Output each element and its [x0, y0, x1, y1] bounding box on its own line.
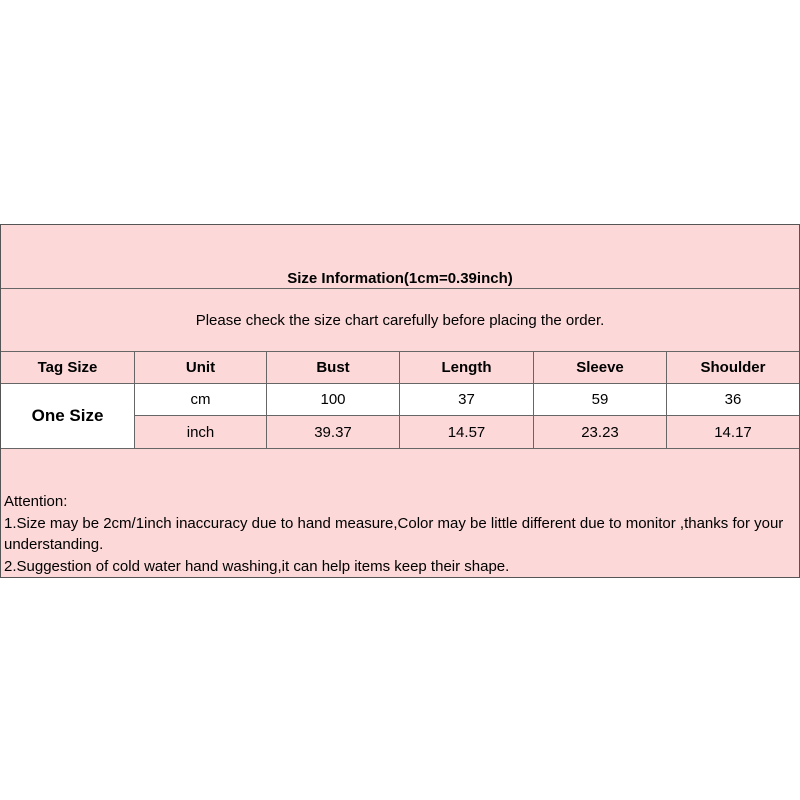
- length-inch: 14.57: [400, 416, 534, 449]
- title-row: [1, 225, 799, 289]
- header-bust: Bust: [267, 352, 400, 384]
- header-sleeve: Sleeve: [534, 352, 667, 384]
- chart-title: Size Information(1cm=0.39inch): [287, 270, 513, 287]
- attention-section: [1, 449, 799, 577]
- attention-line-1: 1.Size may be 2cm/1inch inaccuracy due to hand measure,Color may be little different due to monitor ,thanks for your understanding.: [4, 514, 784, 553]
- attention-line-2: 2.Suggestion of cold water hand washing,it can help items keep their shape.: [4, 557, 510, 575]
- chart-note: Please check the size chart carefully before placing the order.: [195, 312, 605, 329]
- header-length: Length: [400, 352, 534, 384]
- shoulder-cm: 36: [667, 384, 799, 416]
- bust-inch: 39.37: [267, 416, 400, 449]
- attention-heading: Attention:: [4, 493, 68, 510]
- unit-cm: cm: [135, 384, 267, 416]
- note-row: [1, 289, 799, 352]
- header-unit: Unit: [135, 352, 267, 384]
- sleeve-cm: 59: [534, 384, 667, 416]
- tag-size-cell: One Size: [1, 384, 135, 449]
- header-tag-size: Tag Size: [1, 352, 135, 384]
- header-shoulder: Shoulder: [667, 352, 799, 384]
- unit-inch: inch: [135, 416, 267, 449]
- sleeve-inch: 23.23: [534, 416, 667, 449]
- bust-cm: 100: [267, 384, 400, 416]
- attention-text: [4, 491, 796, 577]
- size-chart: [0, 224, 800, 578]
- length-cm: 37: [400, 384, 534, 416]
- shoulder-inch: 14.17: [667, 416, 799, 449]
